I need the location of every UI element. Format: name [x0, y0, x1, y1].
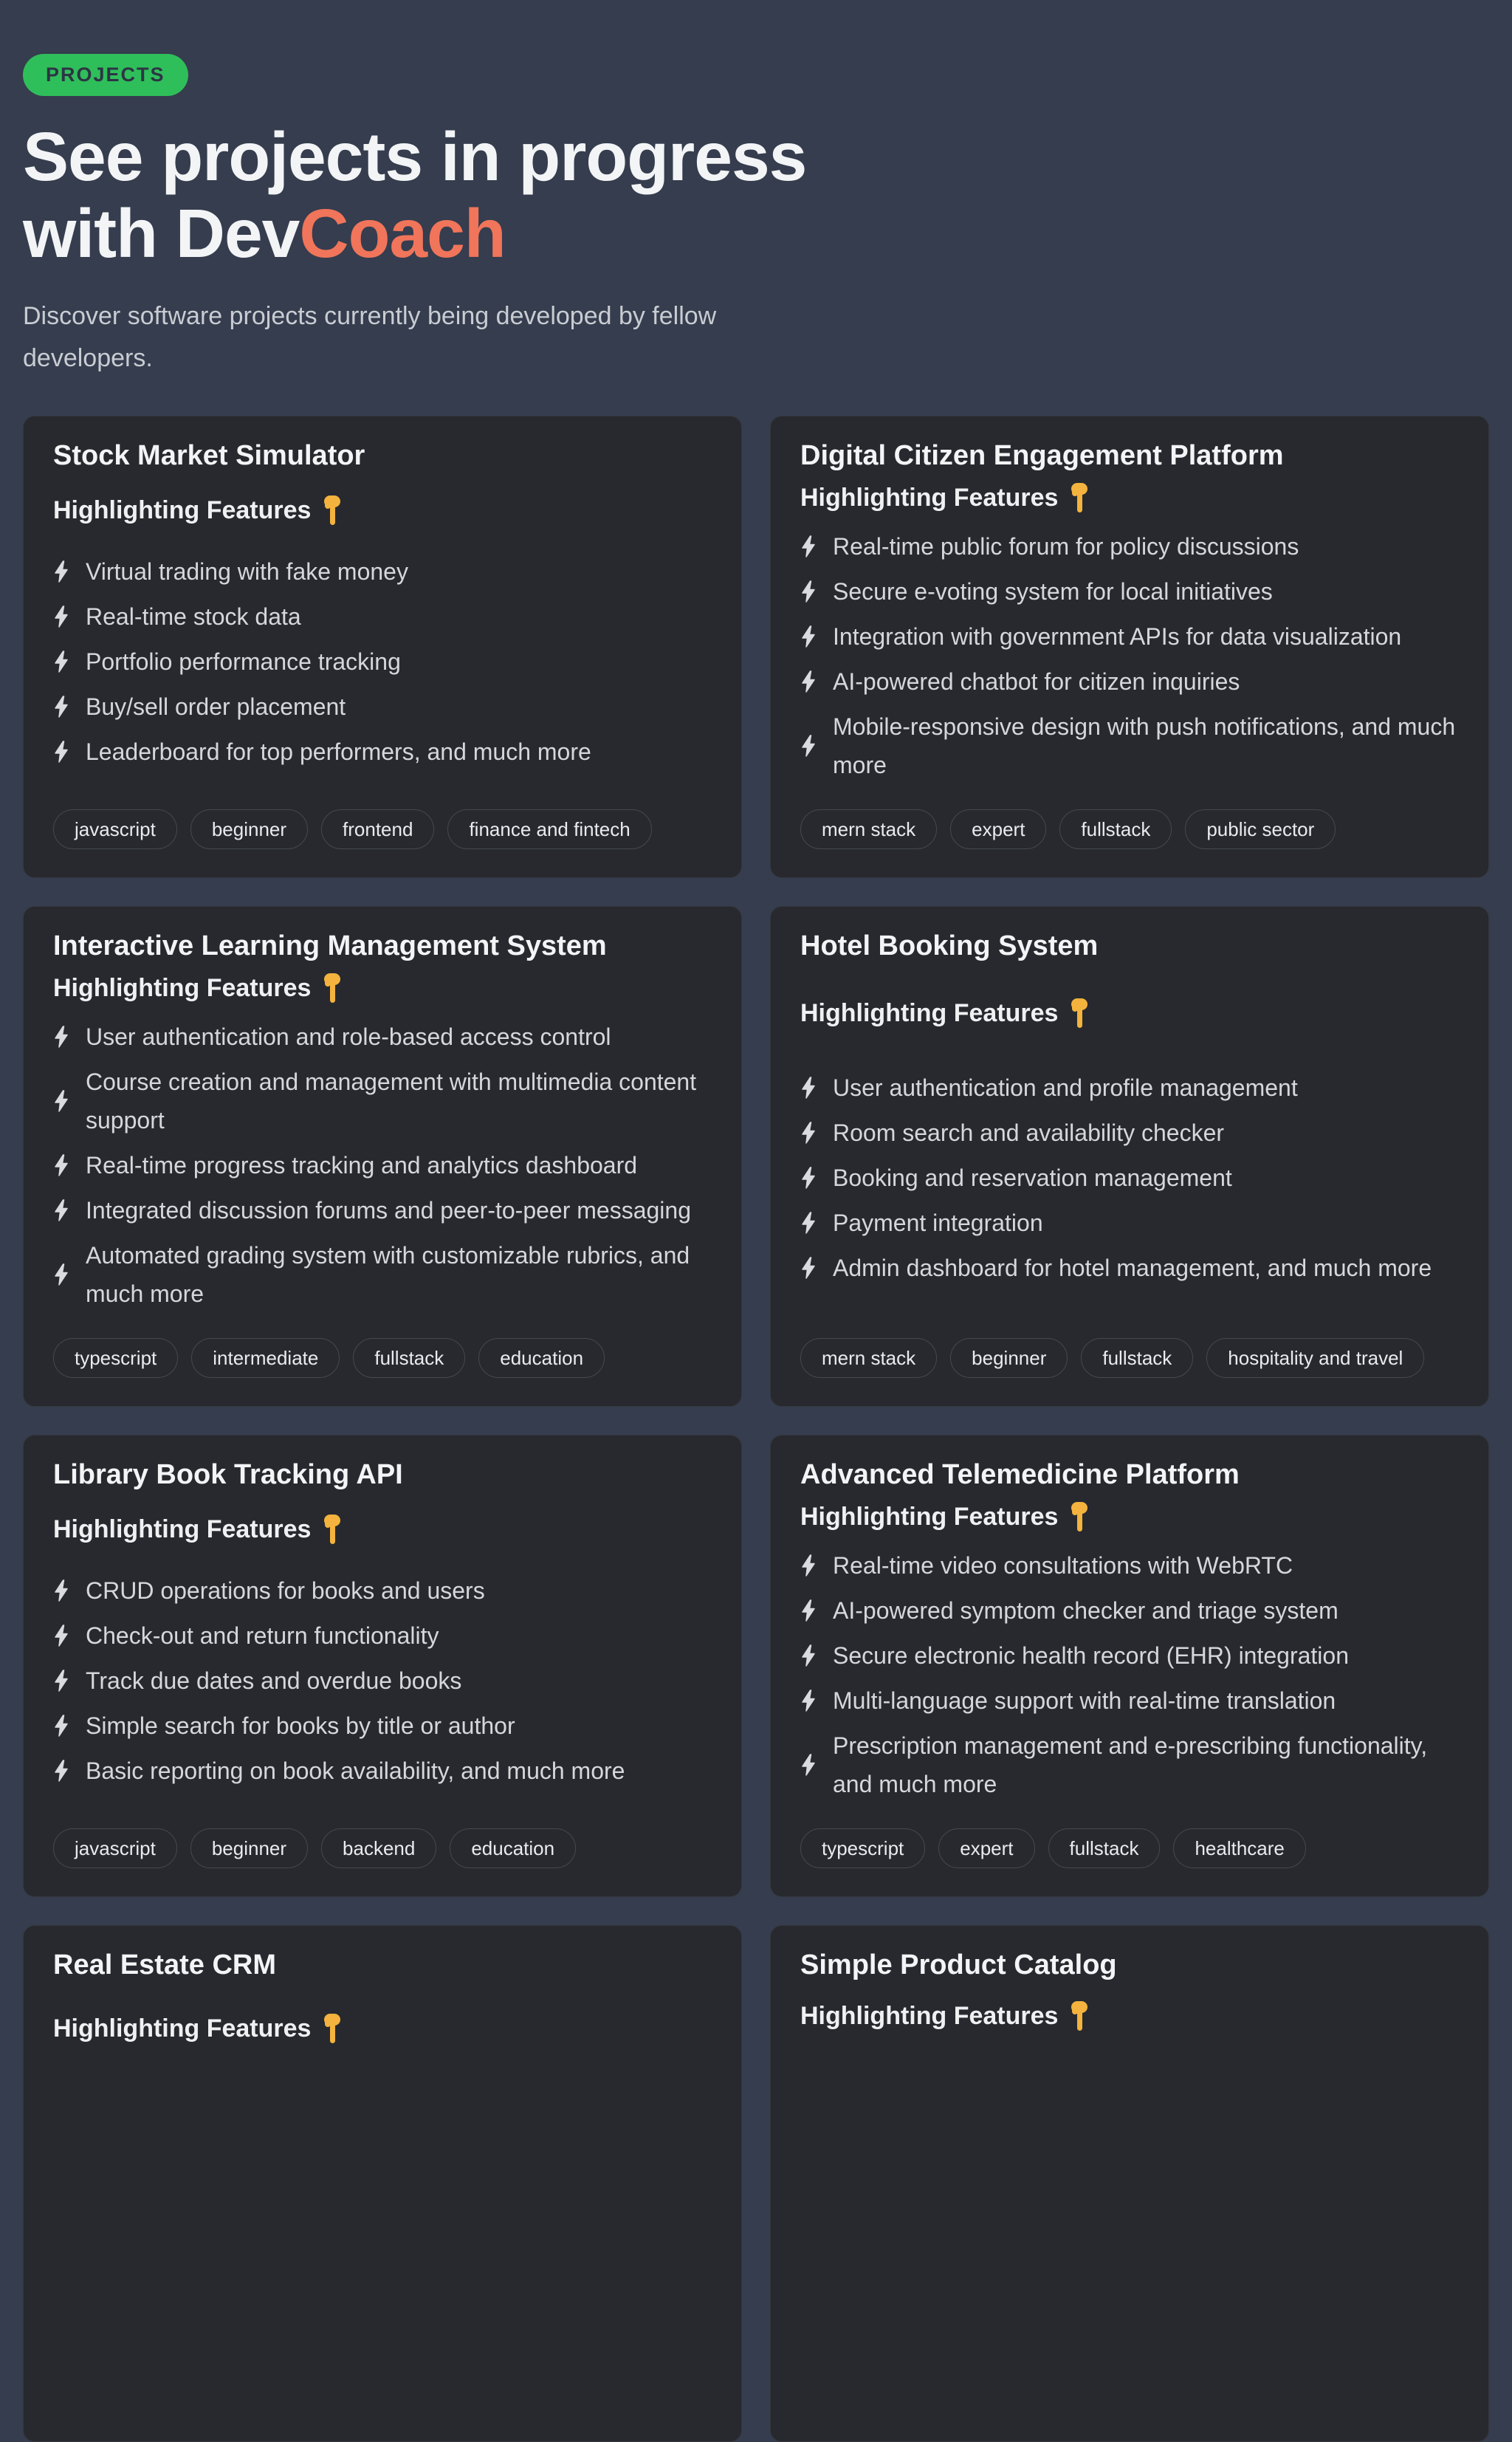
project-card[interactable] — [770, 416, 1489, 878]
project-title: Advanced Telemedicine Platform — [800, 1458, 1240, 1490]
feature-text: Integration with government APIs for data visualization — [833, 622, 1402, 650]
features-label-text: Highlighting Features — [53, 495, 312, 524]
feature-text: Admin dashboard for hotel management, and much more — [833, 1254, 1432, 1281]
project-title: Stock Market Simulator — [53, 439, 365, 471]
feature-item — [800, 1204, 1459, 1242]
feature-item — [53, 1707, 712, 1745]
feature-text: Prescription management and e-prescribing functionality, and much more — [833, 1732, 1428, 1797]
feature-item — [800, 1726, 1459, 1803]
features-label-text: Highlighting Features — [53, 973, 312, 1002]
feature-item — [800, 1636, 1459, 1675]
lightning-bolt-icon — [800, 1167, 817, 1189]
tag-pill: fullstack — [353, 1338, 465, 1378]
lightning-bolt-icon — [800, 1690, 817, 1712]
lightning-bolt-icon — [53, 1026, 69, 1048]
lightning-bolt-icon — [800, 1212, 817, 1234]
lightning-bolt-icon — [53, 560, 69, 583]
feature-text: Portfolio performance tracking — [86, 648, 401, 676]
brand-dev: Dev — [175, 195, 300, 272]
lightning-bolt-icon — [53, 1263, 69, 1286]
feature-list — [53, 552, 712, 771]
feature-text: Simple search for books by title or author — [86, 1712, 515, 1740]
lightning-bolt-icon — [800, 1599, 817, 1622]
tag-pill: fullstack — [1048, 1828, 1161, 1868]
feature-text: Mobile-responsive design with push notifications, and much more — [833, 713, 1456, 778]
lightning-bolt-icon — [53, 741, 69, 763]
tag-pill: public sector — [1185, 809, 1336, 849]
feature-item — [800, 617, 1459, 656]
feature-text: Leaderboard for top performers, and much more — [86, 738, 591, 766]
project-card[interactable] — [23, 1925, 742, 2442]
lightning-bolt-icon — [53, 1199, 69, 1221]
feature-item — [53, 687, 712, 726]
feature-text: Multi-language support with real-time translation — [833, 1687, 1336, 1714]
feature-text: User authentication and profile management — [833, 1074, 1298, 1101]
features-label — [800, 1500, 1459, 1533]
lightning-bolt-icon — [53, 696, 69, 718]
features-label-text: Highlighting Features — [800, 2001, 1059, 2030]
tag-list — [53, 809, 712, 849]
project-card[interactable] — [23, 1435, 742, 1897]
page-title-line1: See projects in progress — [23, 118, 807, 195]
tag-list — [800, 1828, 1459, 1868]
feature-item — [800, 1114, 1459, 1152]
project-title: Digital Citizen Engagement Platform — [800, 439, 1284, 471]
lightning-bolt-icon — [800, 1077, 817, 1099]
feature-list — [800, 1546, 1459, 1803]
feature-text: Track due dates and overdue books — [86, 1667, 462, 1695]
tag-pill: expert — [938, 1828, 1034, 1868]
tag-pill: education — [478, 1338, 605, 1378]
tag-pill: mern stack — [800, 1338, 937, 1378]
lightning-bolt-icon — [53, 1090, 69, 1112]
feature-text: Check-out and return functionality — [86, 1622, 439, 1650]
features-label-text: Highlighting Features — [800, 483, 1059, 512]
feature-text: Real-time progress tracking and analytics dashboard — [86, 1151, 638, 1179]
lightning-bolt-icon — [53, 606, 69, 628]
feature-text: Automated grading system with customizable rubrics, and much more — [86, 1241, 690, 1307]
tag-pill: backend — [321, 1828, 436, 1868]
tag-pill: finance and fintech — [447, 809, 651, 849]
lightning-bolt-icon — [53, 1154, 69, 1176]
features-label-text: Highlighting Features — [800, 1502, 1059, 1531]
feature-item — [53, 642, 712, 681]
feature-text: Secure e-voting system for local initiatives — [833, 577, 1273, 605]
feature-text: Secure electronic health record (EHR) integration — [833, 1642, 1349, 1669]
feature-text: Booking and reservation management — [833, 1164, 1232, 1191]
features-label-text: Highlighting Features — [53, 2014, 312, 2043]
page-title — [23, 118, 1489, 272]
feature-text: Real-time public forum for policy discussions — [833, 532, 1299, 560]
project-title: Interactive Learning Management System — [53, 930, 607, 961]
pointing-down-emoji — [321, 1513, 343, 1546]
lightning-bolt-icon — [800, 1644, 817, 1667]
feature-list — [800, 1069, 1459, 1287]
lightning-bolt-icon — [53, 1715, 69, 1737]
feature-item — [800, 1591, 1459, 1630]
tag-pill: typescript — [53, 1338, 178, 1378]
feature-item — [800, 1159, 1459, 1197]
tag-pill: typescript — [800, 1828, 925, 1868]
project-card[interactable] — [770, 906, 1489, 1407]
features-label — [800, 997, 1459, 1029]
lightning-bolt-icon — [53, 1760, 69, 1782]
tag-pill: education — [450, 1828, 576, 1868]
project-title: Real Estate CRM — [53, 1949, 276, 1980]
project-card[interactable] — [770, 1435, 1489, 1897]
feature-item — [53, 1146, 712, 1184]
feature-text: Virtual trading with fake money — [86, 558, 408, 586]
pointing-down-emoji — [1068, 481, 1090, 514]
features-label — [53, 494, 712, 527]
lightning-bolt-icon — [800, 535, 817, 558]
pointing-down-emoji — [1068, 2000, 1090, 2032]
feature-item — [53, 1752, 712, 1790]
feature-text: CRUD operations for books and users — [86, 1577, 485, 1605]
feature-text: Course creation and management with multimedia content support — [86, 1068, 697, 1133]
feature-item — [800, 1546, 1459, 1585]
feature-list — [53, 1018, 712, 1313]
feature-item — [800, 1069, 1459, 1107]
features-label — [800, 2000, 1459, 2032]
feature-text: User authentication and role-based access control — [86, 1023, 611, 1050]
feature-item — [53, 1236, 712, 1313]
feature-item — [800, 1249, 1459, 1287]
tag-list — [800, 1338, 1459, 1378]
tag-list — [53, 1338, 712, 1378]
feature-item — [53, 1191, 712, 1229]
tag-pill: fullstack — [1059, 809, 1172, 849]
feature-item — [800, 662, 1459, 701]
tag-pill: beginner — [190, 1828, 308, 1868]
feature-text: Room search and availability checker — [833, 1119, 1225, 1146]
page-header — [23, 54, 1489, 380]
lightning-bolt-icon — [800, 670, 817, 693]
tag-list — [53, 1828, 712, 1868]
feature-text: Integrated discussion forums and peer-to-peer messaging — [86, 1196, 691, 1224]
feature-list — [53, 1571, 712, 1790]
feature-text: AI-powered chatbot for citizen inquiries — [833, 668, 1240, 695]
lightning-bolt-icon — [800, 1257, 817, 1279]
tag-pill: hospitality and travel — [1206, 1338, 1424, 1378]
tag-pill: javascript — [53, 1828, 177, 1868]
pointing-down-emoji — [1068, 997, 1090, 1029]
feature-item — [800, 707, 1459, 784]
feature-text: Payment integration — [833, 1209, 1043, 1236]
pointing-down-emoji — [321, 494, 343, 527]
tag-pill: beginner — [950, 1338, 1068, 1378]
lightning-bolt-icon — [800, 735, 817, 757]
lightning-bolt-icon — [800, 625, 817, 648]
pointing-down-emoji — [321, 972, 343, 1004]
features-label-text: Highlighting Features — [53, 1515, 312, 1543]
feature-item — [800, 572, 1459, 611]
projects-grid — [23, 416, 1489, 2442]
feature-text: Buy/sell order placement — [86, 693, 346, 721]
lightning-bolt-icon — [800, 1754, 817, 1776]
feature-item — [53, 1063, 712, 1139]
tag-list — [800, 809, 1459, 849]
tag-pill: frontend — [321, 809, 434, 849]
project-card[interactable] — [770, 1925, 1489, 2442]
feature-text: Basic reporting on book availability, and much more — [86, 1757, 625, 1785]
page-title-line2-prefix: with — [23, 195, 176, 272]
project-title: Hotel Booking System — [800, 930, 1099, 961]
project-card[interactable] — [23, 906, 742, 1407]
pointing-down-emoji — [321, 2012, 343, 2045]
features-label — [53, 972, 712, 1004]
feature-item — [53, 597, 712, 636]
lightning-bolt-icon — [800, 1122, 817, 1144]
projects-badge: PROJECTS — [23, 54, 188, 96]
feature-item — [800, 1681, 1459, 1720]
tag-pill: fullstack — [1081, 1338, 1193, 1378]
feature-text: AI-powered symptom checker and triage system — [833, 1596, 1339, 1624]
brand-coach: Coach — [299, 195, 506, 272]
feature-text: Real-time video consultations with WebRTC — [833, 1551, 1293, 1579]
tag-pill: javascript — [53, 809, 177, 849]
page-subtitle: Discover software projects currently being developed by fellow developers. — [23, 302, 717, 373]
feature-text: Real-time stock data — [86, 603, 301, 631]
lightning-bolt-icon — [800, 1554, 817, 1577]
features-label — [53, 1513, 712, 1546]
feature-item — [53, 1661, 712, 1700]
lightning-bolt-icon — [53, 1670, 69, 1692]
features-label — [53, 2012, 712, 2045]
lightning-bolt-icon — [53, 1625, 69, 1647]
feature-list — [800, 527, 1459, 784]
features-label — [800, 481, 1459, 514]
feature-item — [53, 1571, 712, 1610]
features-label-text: Highlighting Features — [800, 999, 1059, 1028]
tag-pill: beginner — [190, 809, 308, 849]
pointing-down-emoji — [1068, 1500, 1090, 1533]
feature-item — [53, 1018, 712, 1056]
feature-item — [53, 1616, 712, 1655]
project-title: Library Book Tracking API — [53, 1458, 403, 1490]
tag-pill: healthcare — [1173, 1828, 1305, 1868]
project-card[interactable] — [23, 416, 742, 878]
lightning-bolt-icon — [53, 1580, 69, 1602]
tag-pill: intermediate — [191, 1338, 340, 1378]
project-title: Simple Product Catalog — [800, 1949, 1117, 1980]
feature-item — [800, 527, 1459, 566]
feature-item — [53, 552, 712, 591]
lightning-bolt-icon — [53, 651, 69, 673]
tag-pill: mern stack — [800, 809, 937, 849]
lightning-bolt-icon — [800, 580, 817, 603]
tag-pill: expert — [950, 809, 1046, 849]
feature-item — [53, 733, 712, 771]
